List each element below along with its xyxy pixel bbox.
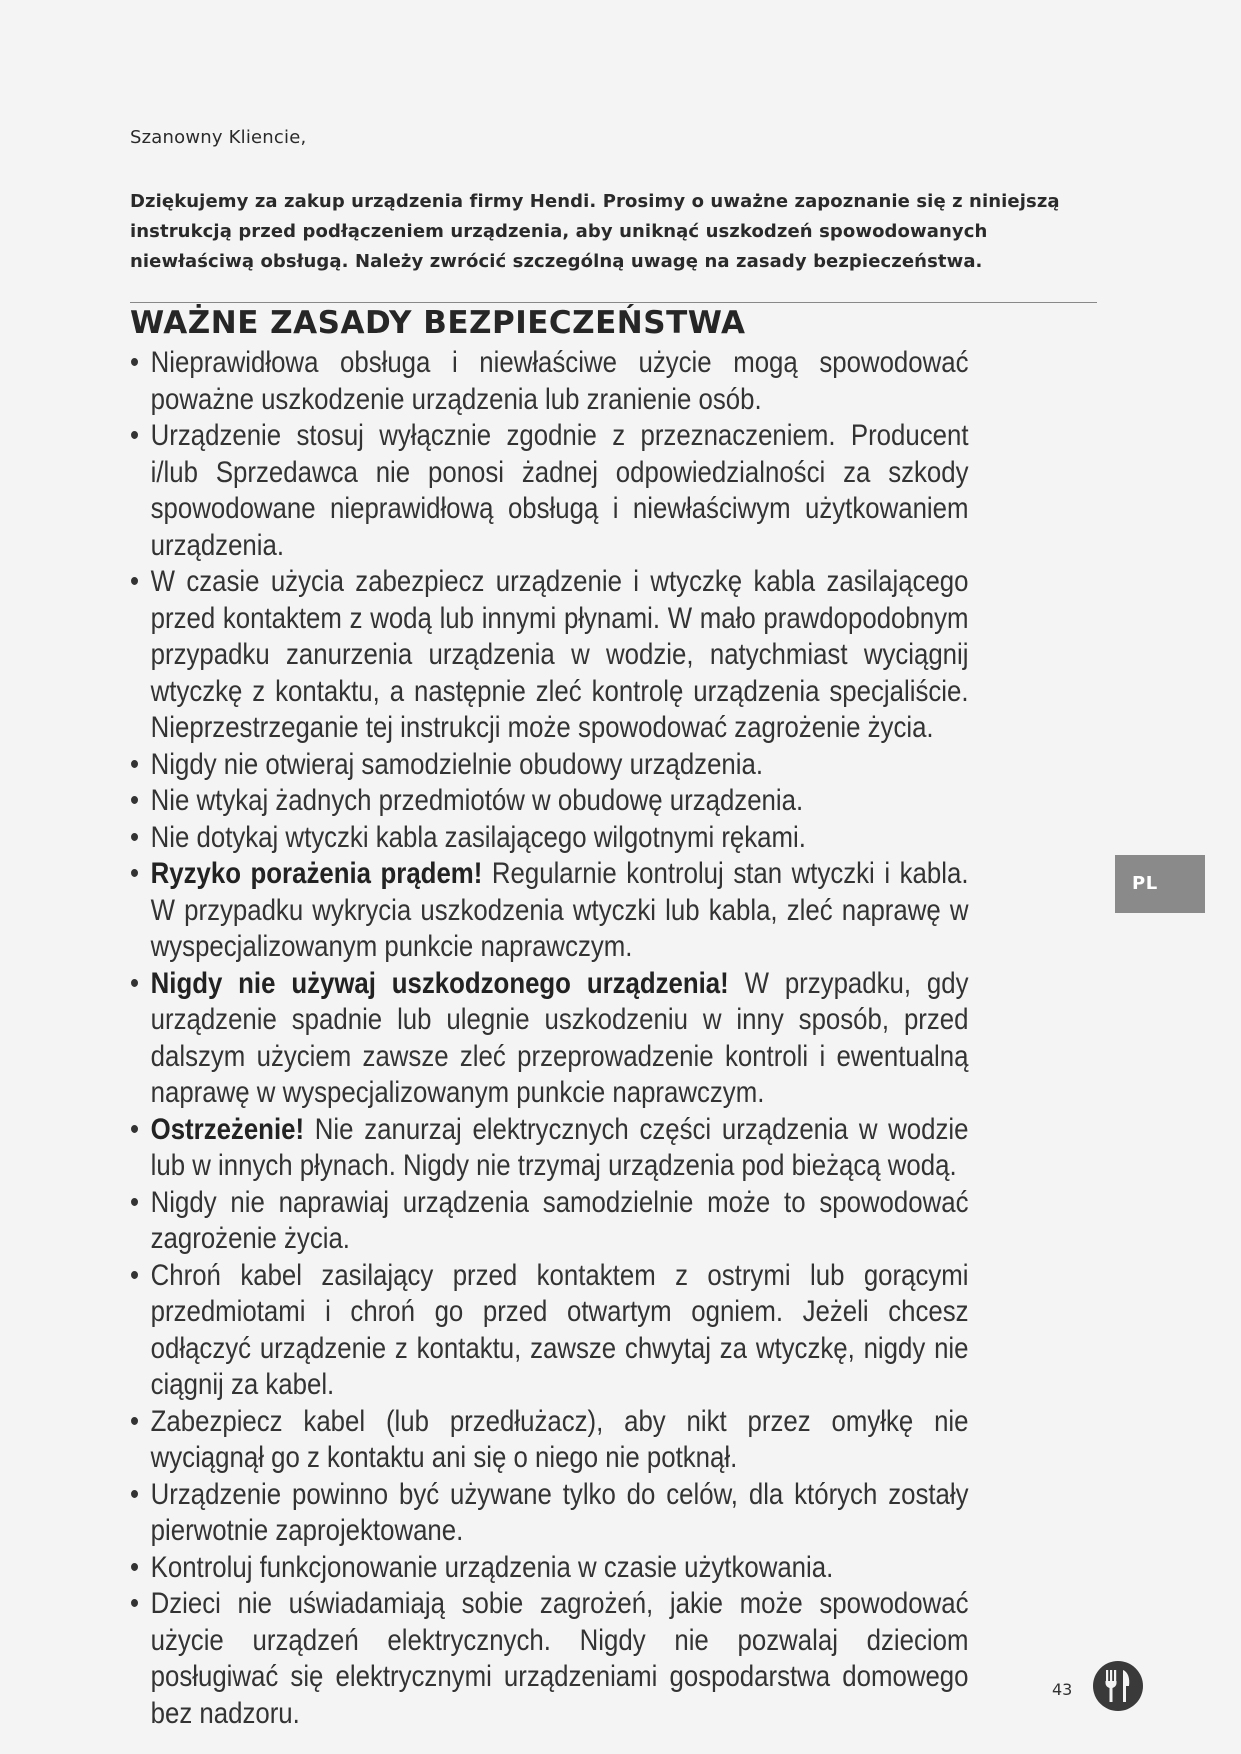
safety-rule-item (130, 1477, 969, 1550)
rule-text: Kontroluj funkcjonowanie urządzenia w czasie użytkowania. (150, 1550, 834, 1584)
safety-rule-item (130, 820, 969, 857)
rule-text: Urządzenie stosuj wyłącznie zgodnie z przeznaczeniem. Producent i/lub Sprzedawca nie ponosi żadnej odpowiedzialności za szkody spowodowane nieprawidłową obsługą i niewłaściwym użytkowaniem urządzenia. (150, 419, 969, 562)
rule-text: W przypadku, gdy urządzenie spadnie lub ulegnie uszkodzeniu w inny sposób, przed dalszym użyciem zawsze zleć przeprowadzenie kontroli i ewentualną naprawę w wyspecjalizowanym punkcie naprawczym. (150, 966, 969, 1109)
safety-rule-item (130, 966, 969, 1112)
section-divider (130, 302, 1097, 303)
safety-rule-item (130, 418, 969, 564)
safety-rule-item (130, 1258, 969, 1404)
bullet-icon: • (130, 565, 140, 598)
bullet-icon: • (130, 1477, 140, 1511)
bullet-icon: • (130, 346, 140, 379)
safety-rule-item (130, 345, 969, 418)
rule-warning-lead: Ostrzeżenie! (150, 1112, 305, 1146)
bullet-icon: • (130, 966, 140, 1000)
bullet-icon: • (130, 419, 140, 452)
safety-rule-item (130, 1112, 969, 1185)
safety-rule-item (130, 1185, 969, 1258)
safety-rule-item (130, 1550, 969, 1587)
language-tab: PL (1115, 855, 1205, 913)
rule-text: W czasie użycia zabezpiecz urządzenie i wtyczkę kabla zasilającego przed kontaktem z wodą lub innymi płynami. W mało prawdopodobnym przypadku zanurzenia urządzenia w wodzie, natychmiast wyciągnij wtyczkę z kontaktu, a następnie zleć kontrolę urządzenia specjaliście. Nieprzestrzeganie tej instrukcji może spowodować zagrożenie życia. (150, 565, 969, 744)
rule-text: Nie zanurzaj elektrycznych części urządzenia w wodzie lub w innych płynach. Nigdy nie trzymaj urządzenia pod bieżącą wodą. (150, 1112, 969, 1182)
page-number: 43 (1052, 1680, 1073, 1699)
bullet-icon: • (130, 1404, 140, 1438)
bullet-icon: • (130, 857, 140, 890)
rule-text: Dzieci nie uświadamiają sobie zagrożeń, jakie może spowodować użycie urządzeń elektrycznych. Nigdy nie pozwalaj dzieciom posługiwać się elektrycznymi urządzeniami gospodarstwa domowego bez nadzoru. (150, 1587, 969, 1730)
bullet-icon: • (130, 747, 140, 781)
bullet-icon: • (130, 1258, 140, 1292)
rule-text: Nie wtykaj żadnych przedmiotów w obudowę urządzenia. (150, 784, 804, 817)
rule-text: Nigdy nie otwieraj samodzielnie obudowy urządzenia. (150, 747, 764, 781)
rule-text: Regularnie kontroluj stan wtyczki i kabla. W przypadku wykrycia uszkodzenia wtyczki lub kabla, zleć naprawę w wyspecjalizowanym punkcie naprawczym. (150, 857, 969, 963)
bullet-icon: • (130, 784, 140, 817)
rule-text: Nieprawidłowa obsługa i niewłaściwe użycie mogą spowodować poważne uszkodzenie urządzenia lub zranienie osób. (150, 346, 969, 416)
bullet-icon: • (130, 1550, 140, 1584)
bullet-icon: • (130, 820, 140, 854)
bullet-icon: • (130, 1185, 140, 1219)
rule-warning-lead: Nigdy nie używaj uszkodzonego urządzenia! (150, 966, 729, 1000)
rule-text: Nigdy nie naprawiaj urządzenia samodzielnie może to spowodować zagrożenie życia. (150, 1185, 969, 1255)
safety-rule-item (130, 747, 969, 784)
safety-rule-item (130, 564, 969, 747)
safety-rule-item (130, 1404, 969, 1477)
rule-text: Chroń kabel zasilający przed kontaktem z ostrymi lub gorącymi przedmiotami i chroń go przed otwartym ogniem. Jeżeli chcesz odłączyć urządzenie z kontaktu, zawsze chwytaj za wtyczkę, nigdy nie ciągnij za kabel. (150, 1258, 969, 1401)
section-title: WAŻNE ZASADY BEZPIECZEŃSTWA (130, 305, 746, 341)
cutlery-logo-icon (1092, 1660, 1144, 1712)
rule-warning-lead: Ryzyko porażenia prądem! (150, 857, 483, 890)
safety-rule-item (130, 856, 969, 966)
bullet-icon: • (130, 1112, 140, 1146)
safety-rules-list (130, 345, 969, 1732)
rule-text: Nie dotykaj wtyczki kabla zasilającego wilgotnymi rękami. (150, 820, 806, 854)
intro-paragraph: Dziękujemy za zakup urządzenia firmy Hendi. Prosimy o uważne zapoznanie się z niniejszą instrukcją przed podłączeniem urządzenia, aby uniknąć uszkodzeń spowodowanych niewłaściwą obsługą. Należy zwrócić szczególną uwagę na zasady bezpieczeństwa. (130, 191, 1060, 272)
bullet-icon: • (130, 1587, 140, 1620)
safety-rule-item (130, 1586, 969, 1732)
rule-text: Zabezpiecz kabel (lub przedłużacz), aby nikt przez omyłkę nie wyciągnął go z kontaktu ani się o niego nie potknął. (150, 1404, 969, 1474)
greeting: Szanowny Kliencie, (130, 127, 307, 148)
safety-rule-item (130, 783, 969, 820)
rule-text: Urządzenie powinno być używane tylko do celów, dla których zostały pierwotnie zaprojektowane. (150, 1477, 969, 1547)
